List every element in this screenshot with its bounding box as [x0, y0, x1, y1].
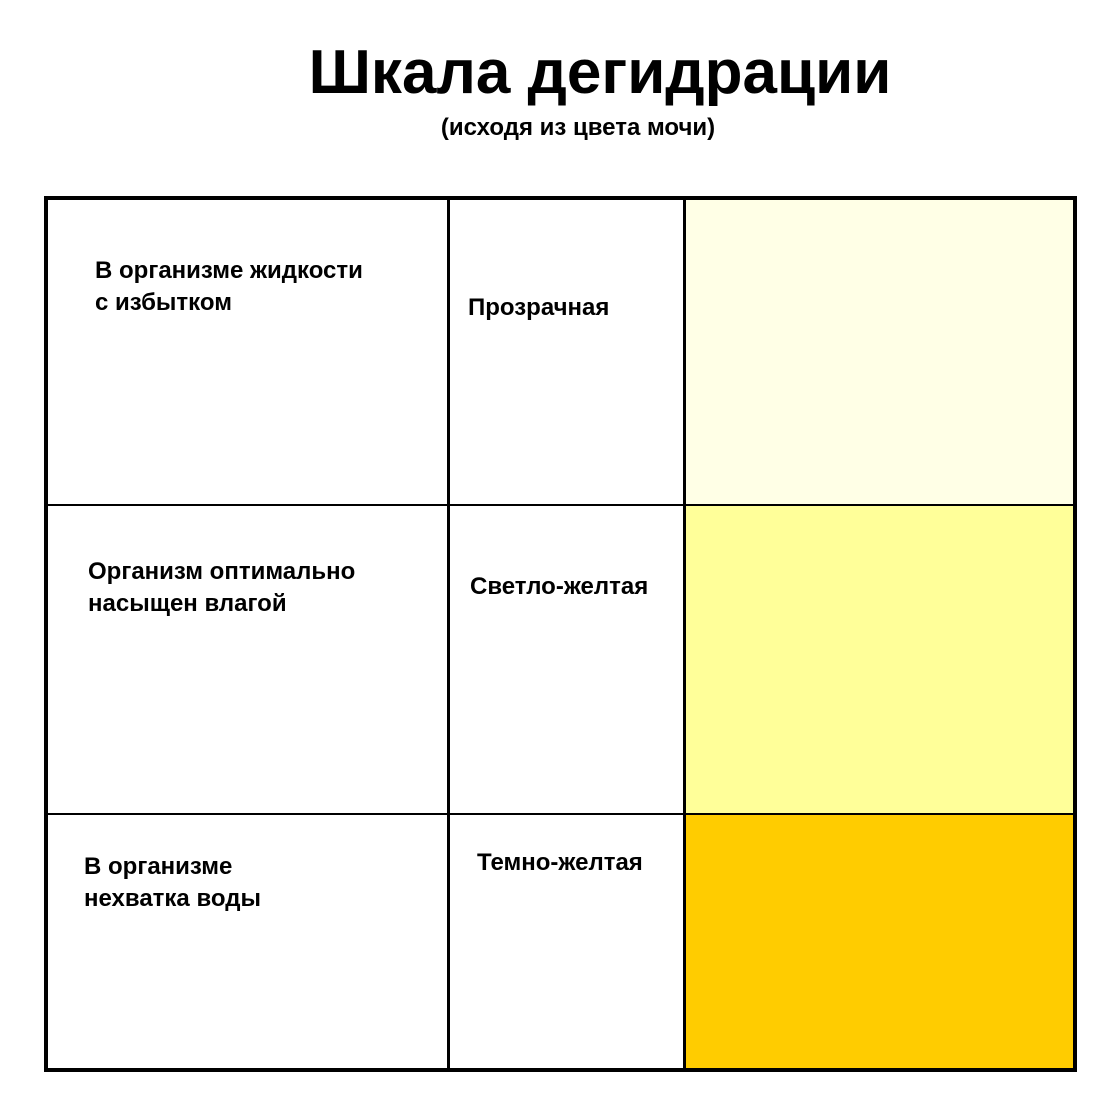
row-1-swatch-cell — [686, 200, 1073, 506]
row-3-description-cell — [48, 815, 450, 1068]
row-1-color-name: Прозрачная — [468, 294, 610, 321]
row-1-description: В организме жидкости с избытком — [95, 257, 363, 316]
page-subtitle: (исходя из цвета мочи) — [440, 114, 716, 141]
page-title: Шкала дегидрации — [308, 38, 892, 107]
row-3-swatch-cell — [686, 815, 1073, 1068]
row-2-color-name: Светло-желтая — [470, 573, 649, 600]
dehydration-scale-table — [44, 196, 1077, 1072]
row-3-description: В организме нехватка воды — [84, 853, 261, 912]
row-2-color-swatch — [686, 506, 1073, 813]
row-2-swatch-cell — [686, 506, 1073, 815]
row-2-description: Организм оптимально насыщен влагой — [88, 558, 356, 617]
row-3-color-swatch — [686, 815, 1073, 1068]
row-1-color-name-cell — [450, 200, 686, 506]
row-1-description-cell — [48, 200, 450, 506]
row-2-description-cell — [48, 506, 450, 815]
row-2-color-name-cell — [450, 506, 686, 815]
row-3-color-name-cell — [450, 815, 686, 1068]
row-1-color-swatch — [686, 200, 1073, 504]
row-3-color-name: Темно-желтая — [477, 849, 643, 876]
